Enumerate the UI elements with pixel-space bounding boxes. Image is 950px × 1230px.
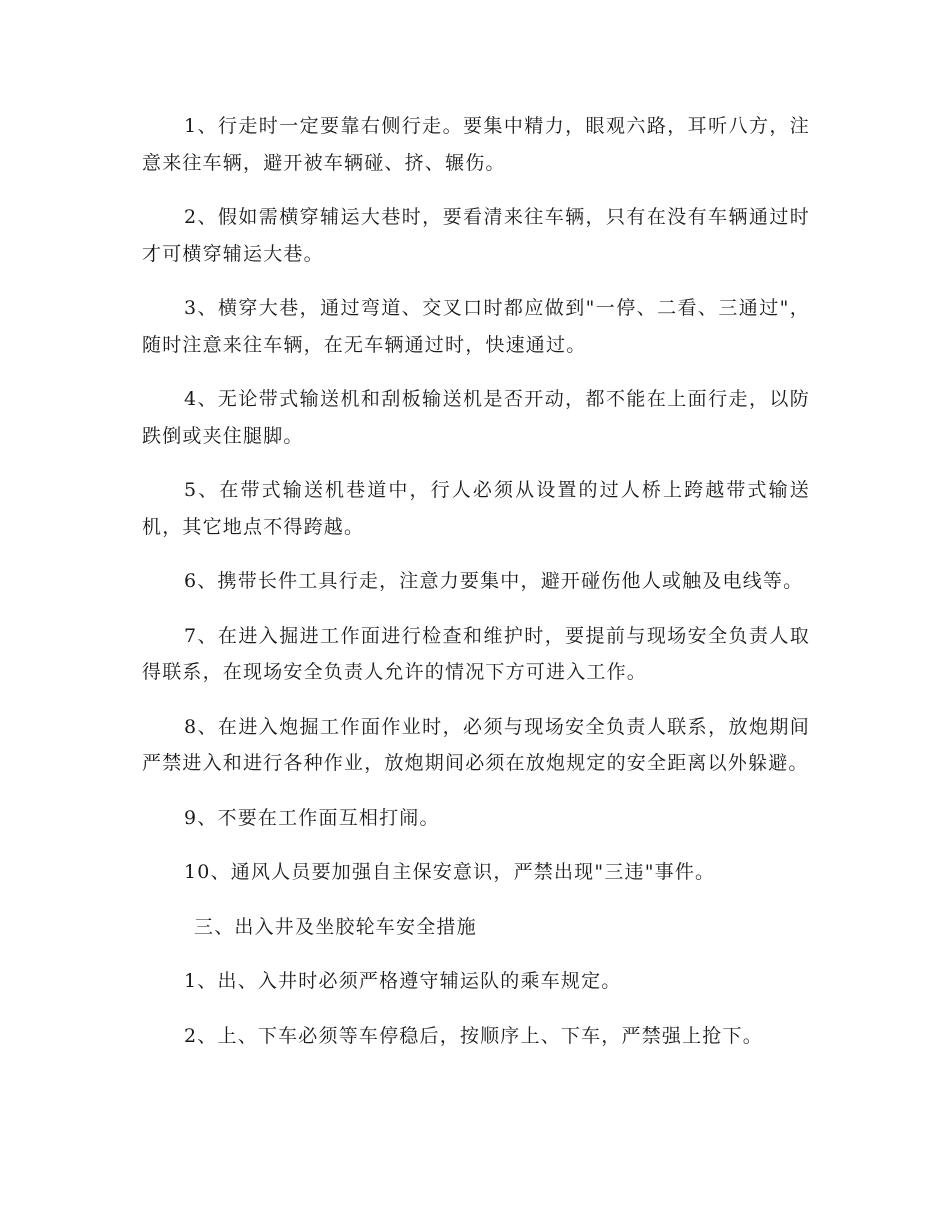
paragraph-item-2: 2、假如需横穿辅运大巷时，要看清来往车辆，只有在没有车辆通过时才可横穿辅运大巷。	[142, 206, 810, 265]
paragraph-item-3: 3、横穿大巷，通过弯道、交叉口时都应做到"一停、二看、三通过"，随时注意来往车辆，在无车辆通过时，快速通过。	[142, 297, 810, 356]
paragraph-item-9: 9、不要在工作面互相打闹。	[184, 806, 440, 829]
section-paragraph-1: 1、出、入井时必须严格遵守辅运队的乘车规定。	[184, 970, 622, 992]
paragraph-item-5: 5、在带式输送机巷道中，行人必须从设置的过人桥上跨越带式输送机，其它地点不得跨越。	[142, 479, 810, 538]
paragraph-item-1: 1、行走时一定要靠右侧行走。要集中精力，眼观六路，耳听八方，注意来往车辆，避开被车辆碰、挤、辗伤。	[142, 115, 810, 174]
paragraph-item-4: 4、无论带式输送机和刮板输送机是否开动，都不能在上面行走，以防跌倒或夹住腿脚。	[142, 388, 810, 447]
paragraph-item-10: 10、通风人员要加强自主保安意识，严禁出现"三违"事件。	[184, 861, 716, 883]
document-body	[142, 108, 810, 1072]
paragraph-item-6: 6、携带长件工具行走，注意力要集中，避开碰伤他人或触及电线等。	[184, 570, 804, 592]
paragraph-item-8: 8、在进入炮掘工作面作业时，必须与现场安全负责人联系，放炮期间严禁进入和进行各种作业，放炮期间必须在放炮规定的安全距离以外躲避。	[142, 715, 810, 774]
section-heading: 三、出入井及坐胶轮车安全措施	[194, 915, 477, 938]
paragraph-item-7: 7、在进入掘进工作面进行检查和维护时，要提前与现场安全负责人取得联系，在现场安全负责人允许的情况下方可进入工作。	[142, 624, 810, 683]
section-paragraph-2: 2、上、下车必须等车停稳后，按顺序上、下车，严禁强上抢下。	[184, 1024, 763, 1047]
